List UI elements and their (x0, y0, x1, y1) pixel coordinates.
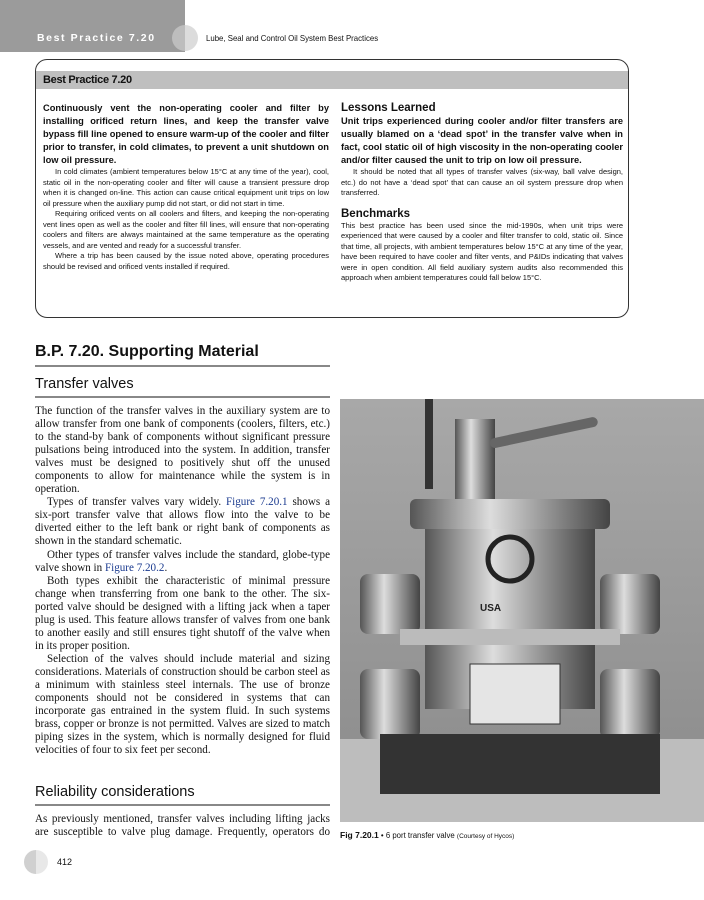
divider (35, 804, 330, 806)
header-circle-ornament (172, 25, 198, 51)
figure-link-7-20-2[interactable]: Figure 7.20.2 (104, 561, 165, 574)
paragraph: Selection of the valves should include material and sizing considerations. Materials of construction should be carbon steel as a minimum with stainless steel internals. The use of bronze components should not be considered in systems that can incorporate gas entrained in the system fluid. In such systems brass, copper or bronze is not permitted. Valves are sized to match piping sizes in the system, which is normally designed for fluid velocities of four to six feet per second. (35, 652, 330, 757)
body-text (35, 813, 330, 839)
caption-text: 6 port transfer valve (385, 831, 455, 840)
box-title: Best Practice 7.20 (43, 74, 132, 86)
box-paragraph: In cold climates (ambient temperatures below 15°C at any time of the year), cool, static oil in the non-operating cooler and filter will cause a transient pressure drop when it is changed on-line. This action can cause critical equipment unit trips on low oil pressure when the auxiliary pump did not start, or did not start in time. (43, 167, 329, 208)
paragraph: The function of the transfer valves in the auxiliary system are to allow transfer from one bank of components (coolers, filters, etc.) to the stand-by bank of components without significant pressure pulsations being introduced into the system. In addition, transfer valves must be designed to positively shut off the unused components to allow for maintenance while the system is in operation. (35, 405, 330, 496)
lessons-lead: Unit trips experienced during cooler and/or filter transfers are usually blamed on a ‘dead spot’ in the transfer valve when in fact, cool static oil of high viscosity in the non-operating cooler and/or filter caused the unit to trip on low oil pressure. (341, 116, 623, 165)
text: . (164, 561, 168, 574)
section-label: Best Practice 7.20 (37, 32, 156, 44)
body-text (35, 405, 330, 757)
text: Types of transfer valves vary widely. (47, 496, 226, 509)
box-title-band (36, 71, 628, 89)
text: Other types of transfer valves include the standard, globe-type valve shown in (35, 548, 330, 574)
paragraph (35, 549, 330, 575)
page-number-ornament (24, 850, 48, 874)
paragraph: Both types exhibit the characteristic of minimal pressure change when transferring from one bank to the other. The six-ported valve should be designed with a lifting jack when a taper plug is used. This feature allows transfer of valves from one bank to another easily and still ensures tight shutoff of the valve when in its proper position. (35, 574, 330, 652)
figure-label: Fig 7.20.1 (340, 830, 379, 840)
benchmarks-text: This best practice has been used since the mid-1990s, when unit trips were experienced that were caused by a cooler and filter transfer to cold, static oil. Since that time, all projects, with ambient temperatures below 15°C at any time of the year, have been required to have cooler and filter vents, and P&IDs indicating that valves were in open condition. All field auxiliary system audits also recommended this approach when ambient temperatures could fall below 15°C. (341, 220, 623, 282)
box-paragraph: Requiring orificed vents on all coolers and filters, and keeping the non-operating vent lines open as well as the cooler and filter fill lines, will ensure that non-operating coolers and filters are always maintained at the same temperature as the operating vessels, and are vented and ready for a successful transfer. (43, 209, 329, 250)
header-block (0, 0, 185, 52)
text: shows a six-port transfer valve that allows flow into the valve to be diverted either to the left bank or right bank of components as shown in the standard schematic. (35, 496, 330, 548)
subheading-reliability: Reliability considerations (35, 784, 195, 800)
paragraph (35, 496, 330, 548)
divider (35, 365, 330, 367)
valve-illustration (340, 399, 704, 822)
lessons-text: It should be noted that all types of transfer valves (six-way, ball valve design, etc.) do not have a ‘dead spot’ that can cause an oil system pressure drop when transferred. (341, 167, 623, 197)
lessons-heading: Lessons Learned (341, 102, 436, 114)
divider (35, 396, 330, 398)
box-left-column (43, 102, 329, 272)
running-title: Lube, Seal and Control Oil System Best Practices (206, 33, 379, 43)
figure-photo-transfer-valve (340, 399, 704, 822)
box-lead: Continuously vent the non-operating cooler and filter by installing orificed return lines, and keep the transfer valve bypass fill line opened to ensure warm-up of the cooler and filter prior to transfer, in cold climates, to prevent a unit shutdown on low oil pressure. (43, 103, 329, 165)
figure-link-7-20-1[interactable]: Figure 7.20.1 (226, 496, 288, 509)
box-paragraph: Where a trip has been caused by the issue noted above, operating procedures should be revised and orificed vents installed if required. (43, 251, 329, 271)
plate-text: USA (480, 603, 502, 614)
page-number: 412 (57, 857, 73, 867)
caption-credit: (Courtesy of Hycos) (456, 833, 515, 840)
caption-bullet: • (380, 831, 384, 840)
benchmarks-heading: Benchmarks (341, 207, 411, 220)
box-right-column (341, 102, 623, 284)
figure-caption (340, 830, 514, 840)
subheading-transfer-valves: Transfer valves (35, 376, 134, 392)
paragraph: As previously mentioned, transfer valves including lifting jacks are susceptible to valve plug damage. Frequently, operators do (35, 813, 330, 839)
section-title: B.P. 7.20. Supporting Material (35, 343, 259, 360)
best-practice-box (35, 59, 629, 318)
